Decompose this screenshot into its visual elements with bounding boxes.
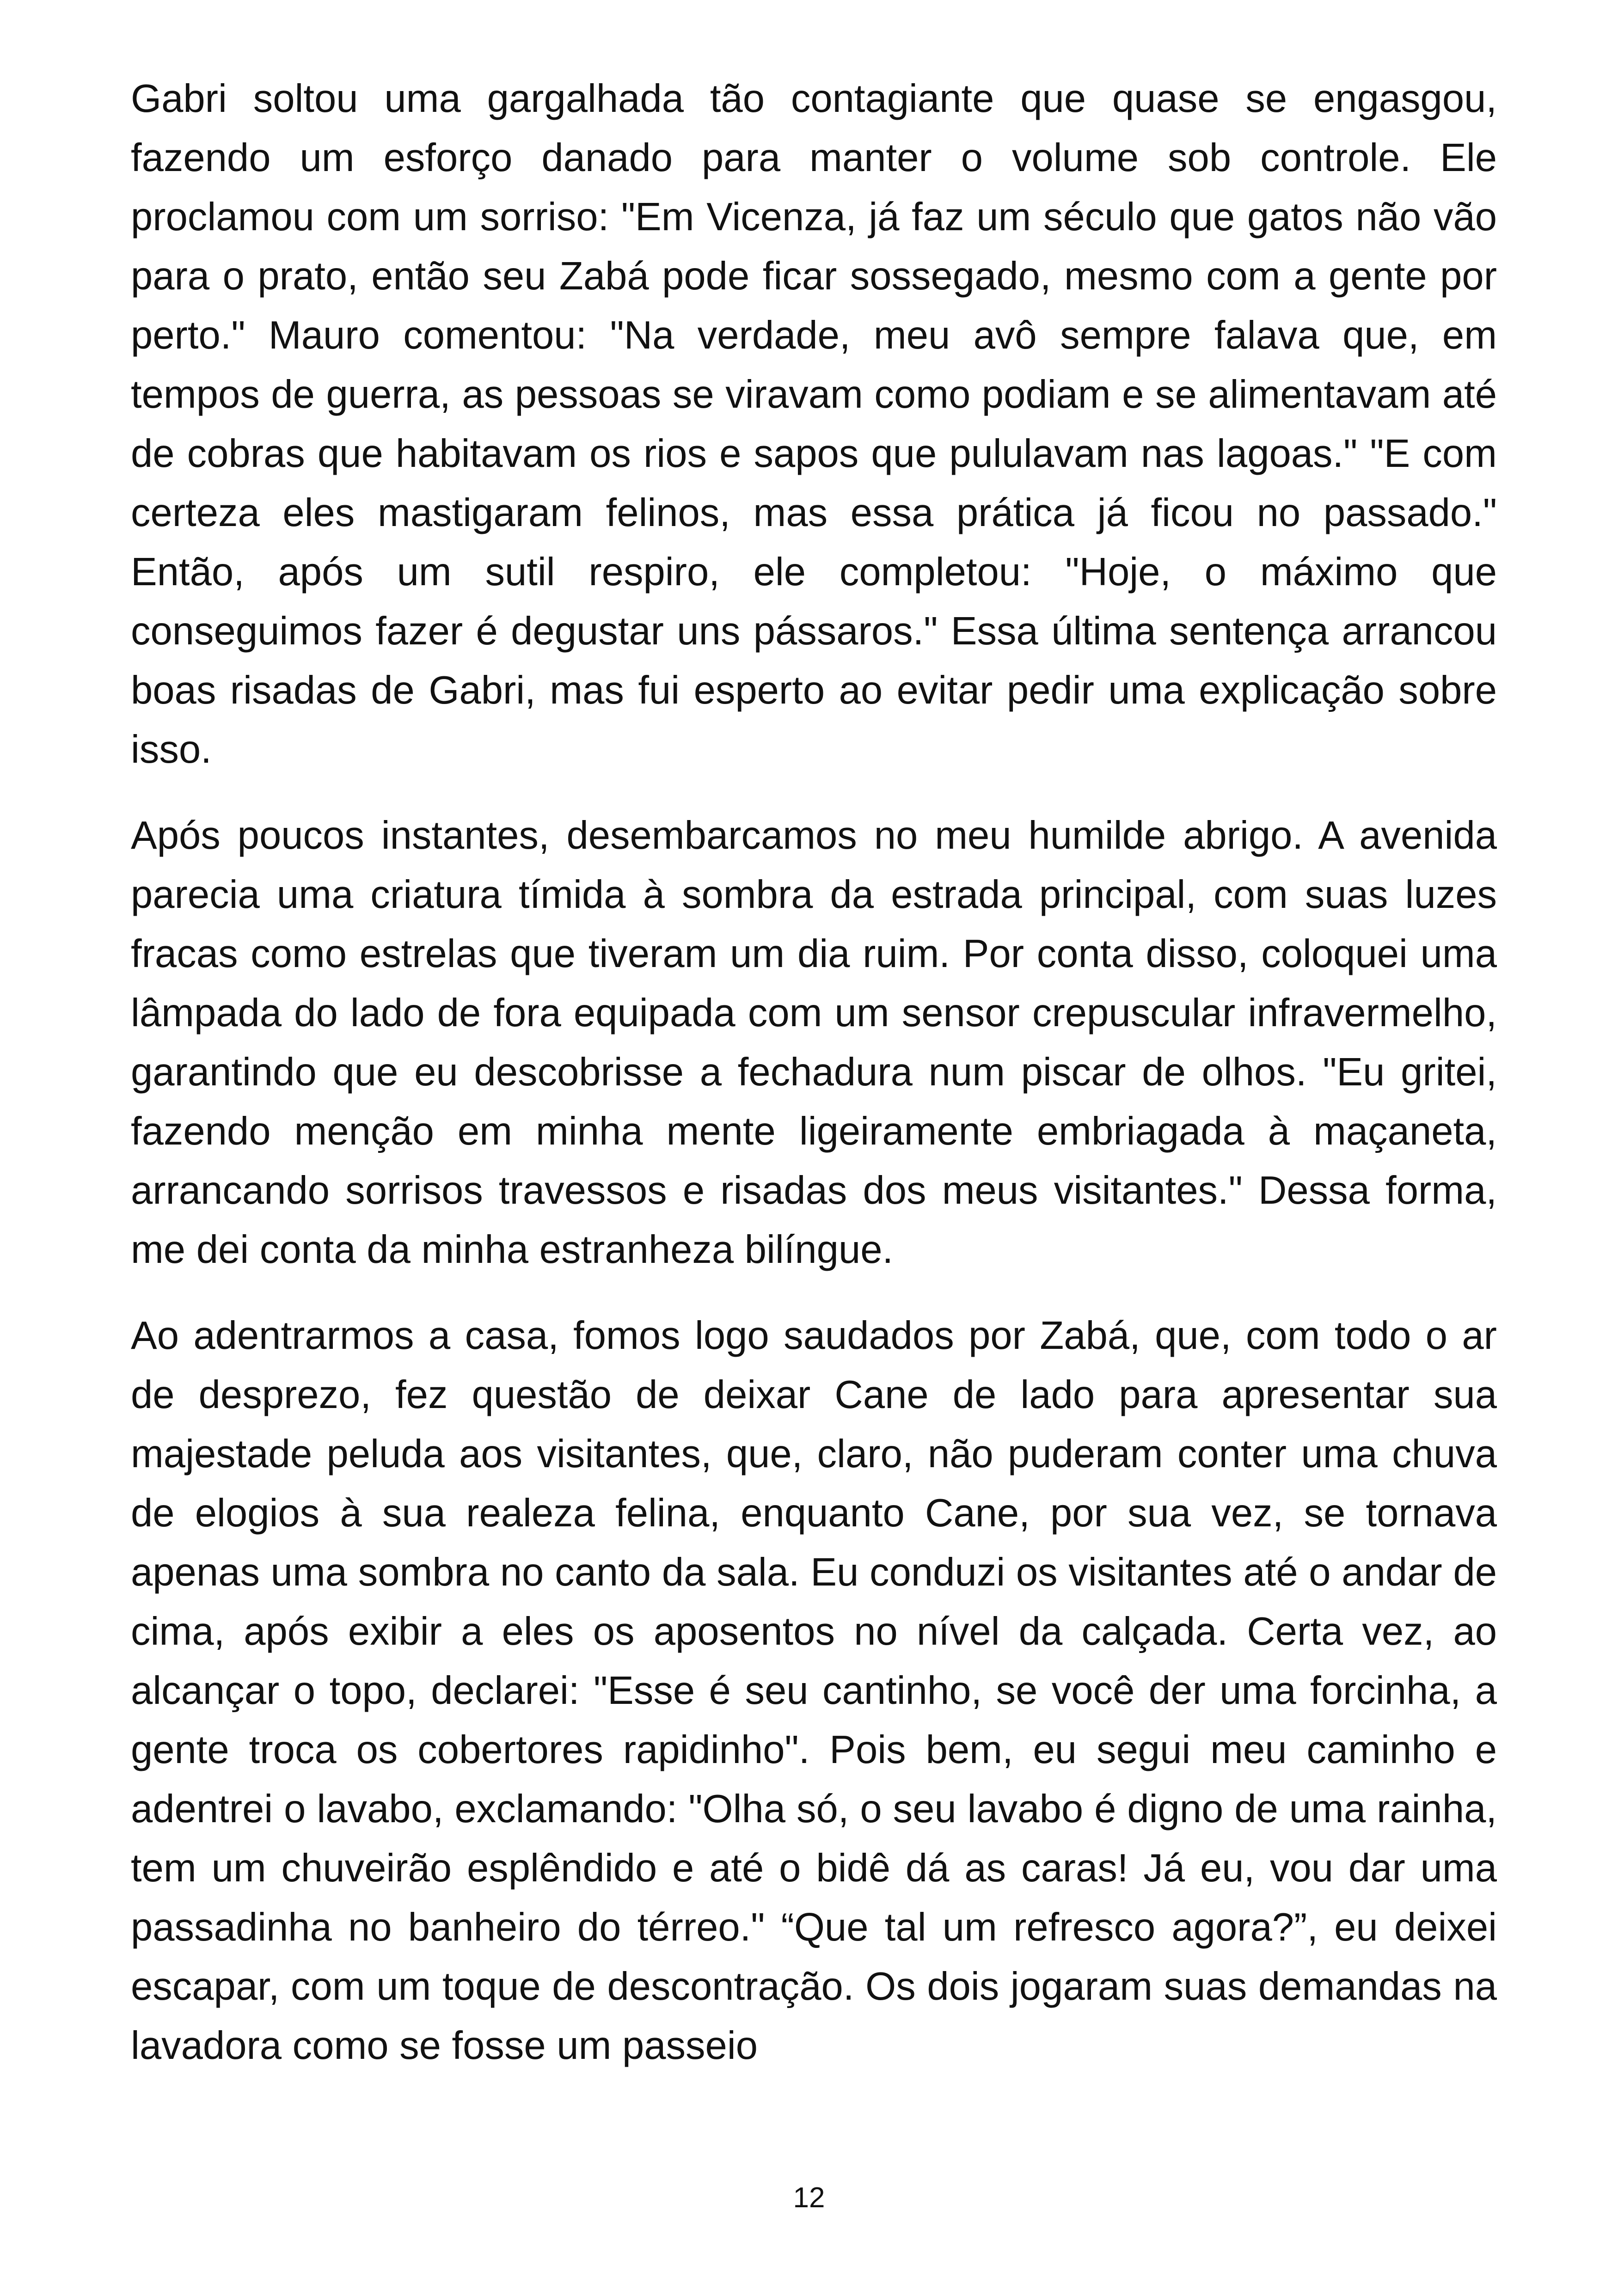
page-number: 12 bbox=[793, 2182, 825, 2214]
paragraph-1: Gabri soltou uma gargalhada tão contagiante que quase se engasgou, fazendo um esforço danado para manter o volume sob controle. Ele proclamou com um sorriso: "Em Vicenza, já faz um século que gatos não vão para o prato, então seu Zabá pode ficar sossegado, mesmo com a gente por perto." Mauro comentou: "Na verdade, meu avô sempre falava que, em tempos de guerra, as pessoas se viravam como podiam e se alimentavam até de cobras que habitavam os rios e sapos que pululavam nas lagoas." "E com certeza eles mastigaram felinos, mas essa prática já ficou no passado." Então, após um sutil respiro, ele completou: "Hoje, o máximo que conseguimos fazer é degustar uns pássaros." Essa última sentença arrancou boas risadas de Gabri, mas fui esperto ao evitar pedir uma explicação sobre isso. bbox=[131, 77, 1497, 771]
body-text bbox=[131, 69, 1497, 2102]
paragraph-2: Após poucos instantes, desembarcamos no meu humilde abrigo. A avenida parecia uma criatura tímida à sombra da estrada principal, com suas luzes fracas como estrelas que tiveram um dia ruim. Por conta disso, coloquei uma lâmpada do lado de fora equipada com um sensor crepuscular infravermelho, garantindo que eu descobrisse a fechadura num piscar de olhos. "Eu gritei, fazendo menção em minha mente ligeiramente embriagada à maçaneta, arrancando sorrisos travessos e risadas dos meus visitantes." Dessa forma, me dei conta da minha estranheza bilíngue. bbox=[131, 814, 1497, 1272]
paragraph-3: Ao adentrarmos a casa, fomos logo saudados por Zabá, que, com todo o ar de desprezo, fez questão de deixar Cane de lado para apresentar sua majestade peluda aos visitantes, que, claro, não puderam conter uma chuva de elogios à sua realeza felina, enquanto Cane, por sua vez, se tornava apenas uma sombra no canto da sala. Eu conduzi os visitantes até o andar de cima, após exibir a eles os aposentos no nível da calçada. Certa vez, ao alcançar o topo, declarei: "Esse é seu cantinho, se você der uma forcinha, a gente troca os cobertores rapidinho". Pois bem, eu segui meu caminho e adentrei o lavabo, exclamando: "Olha só, o seu lavabo é digno de uma rainha, tem um chuveirão esplêndido e até o bidê dá as caras! Já eu, vou dar uma passadinha no banheiro do térreo." “Que tal um refresco agora?”, eu deixei escapar, com um toque de descontração. Os dois jogaram suas demandas na lavadora como se fosse um passeio bbox=[131, 1314, 1497, 2068]
